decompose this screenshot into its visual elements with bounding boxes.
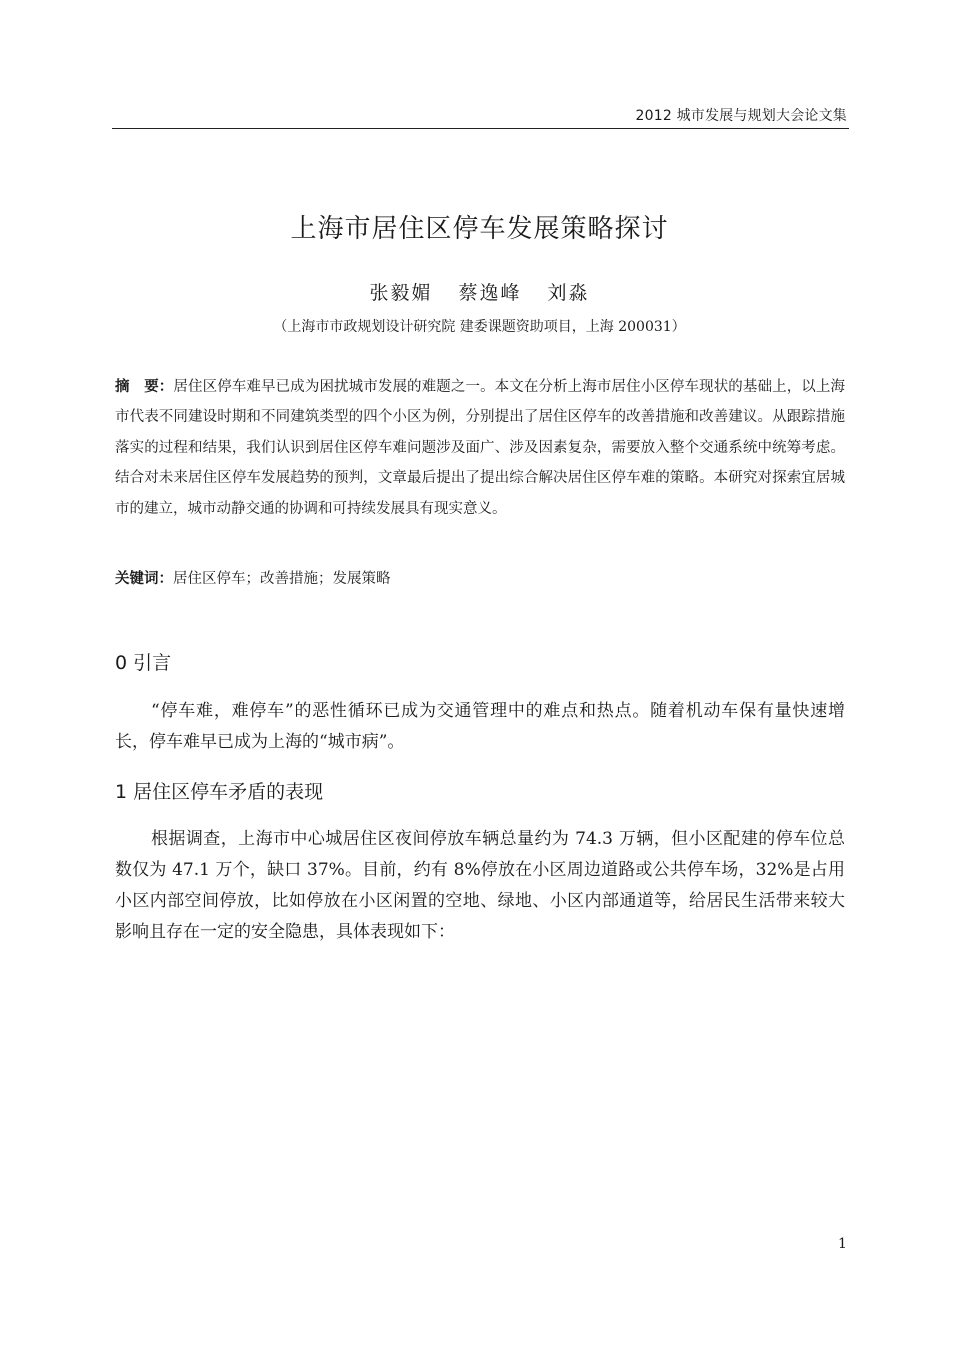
paper-title: 上海市居住区停车发展策略探讨 [290, 214, 669, 244]
section-heading-introduction: 0 引言 [115, 652, 172, 674]
author-list: 张毅媚 蔡逸峰 刘淼 [369, 282, 590, 304]
section-heading-parking-problems: 1 居住区停车矛盾的表现 [115, 781, 324, 803]
abstract-label: 摘 要： [115, 379, 174, 395]
section-paragraph-parking-problems: 根据调查，上海市中心城居住区夜间停放车辆总量约为 74.3 万辆，但小区配建的停车位总数仅为 47.1 万个，缺口 37%。目前，约有 8%停放在小区周边道路或公共停车场，32%是占用小区内部空间停放，比如停放在小区闲置的空地、绿地、小区内部通道等，给居民生活带来较大影响且存在一定的安全隐患，具体表现如下： [115, 829, 845, 942]
header-rule [112, 128, 849, 129]
section-paragraph-introduction: “停车难，难停车”的恶性循环已成为交通管理中的难点和热点。随着机动车保有量快速增长，停车难早已成为上海的“城市病”。 [115, 701, 845, 752]
keywords [115, 568, 845, 590]
affiliation: （上海市市政规划设计研究院 建委课题资助项目，上海 200031） [273, 319, 686, 335]
keywords-text: 居住区停车；改善措施；发展策略 [173, 571, 391, 587]
abstract [115, 372, 845, 524]
keywords-label: 关键词： [115, 571, 173, 587]
page-number: 1 [838, 1236, 847, 1252]
running-header: 2012 城市发展与规划大会论文集 [635, 108, 847, 124]
abstract-text: 居住区停车难早已成为困扰城市发展的难题之一。本文在分析上海市居住小区停车现状的基础上，以上海市代表不同建设时期和不同建筑类型的四个小区为例，分别提出了居住区停车的改善措施和改善建议。从跟踪措施落实的过程和结果，我们认识到居住区停车难问题涉及面广、涉及因素复杂，需要放入整个交通系统中统筹考虑。结合对未来居住区停车发展趋势的预判，文章最后提出了提出综合解决居住区停车难的策略。本研究对探索宜居城市的建立，城市动静交通的协调和可持续发展具有现实意义。 [115, 379, 846, 517]
